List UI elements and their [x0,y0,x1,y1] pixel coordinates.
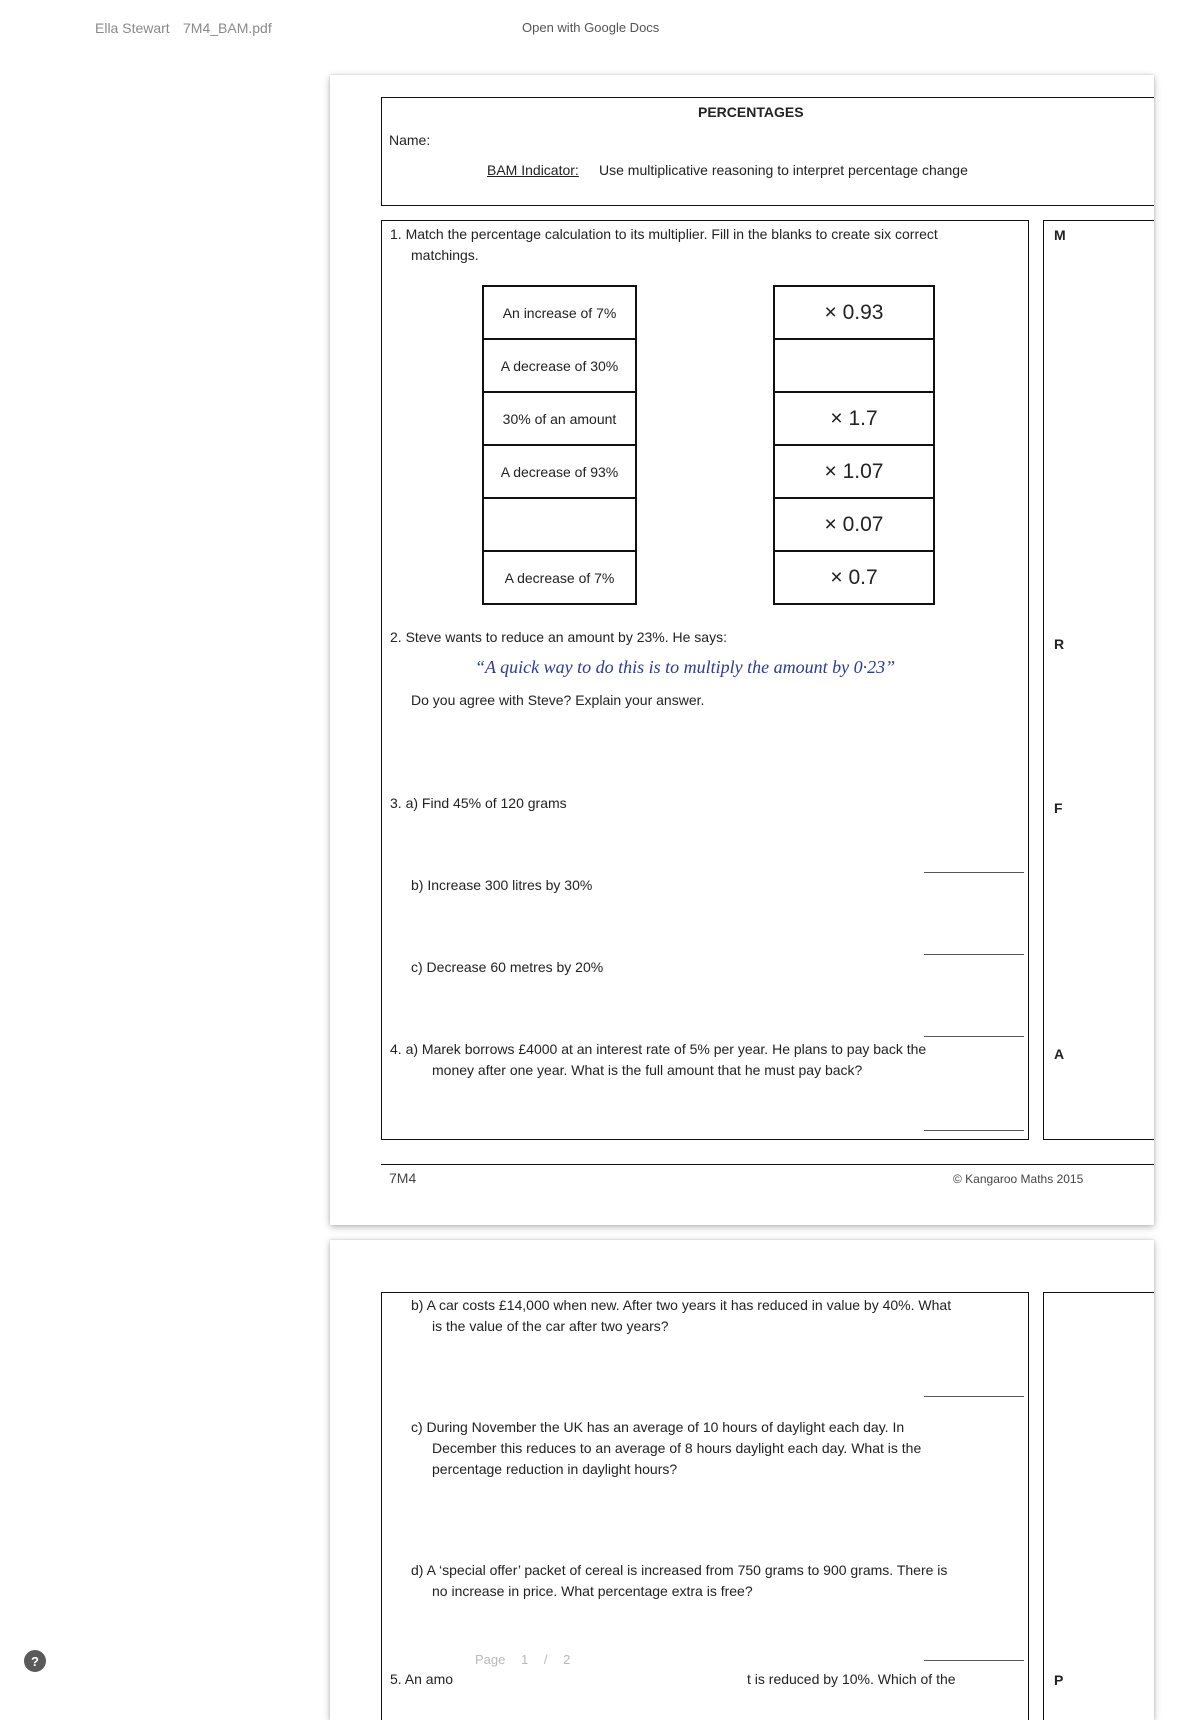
q4a-text-cont: money after one year. What is the full amount that he must pay back? [432,1062,863,1078]
open-with-google-docs-button[interactable]: Open with Google Docs [522,20,660,35]
q5-text-end: t is reduced by 10%. Which of the [747,1671,956,1687]
q2-text: 2. Steve wants to reduce an amount by 23%. He says: [390,629,727,645]
match-left-cell: A decrease of 7% [482,550,637,605]
q4c-text-cont2: percentage reduction in daylight hours? [432,1461,678,1477]
q4c-text: c) During November the UK has an average of 10 hours of daylight each day. In [411,1419,905,1435]
q4d-text: d) A ‘special offer’ packet of cereal is increased from 750 grams to 900 grams. There is [411,1562,948,1578]
footer-rule [381,1164,1154,1165]
footer-code: 7M4 [389,1170,417,1186]
match-right-cell: × 0.07 [773,497,935,552]
q3b-text: b) Increase 300 litres by 30% [411,877,593,893]
margin-letter-m: M [1054,227,1066,243]
answer-line [924,954,1024,955]
answer-line [924,872,1024,873]
match-right-cell: × 1.07 [773,444,935,499]
q4d-text-cont: no increase in price. What percentage extra is free? [432,1583,753,1599]
q3c-text: c) Decrease 60 metres by 20% [411,959,604,975]
margin-letter-f: F [1054,800,1063,816]
margin-letter-r: R [1054,636,1065,652]
match-left-cell: 30% of an amount [482,391,637,446]
file-name: 7M4_BAM.pdf [183,20,272,36]
answer-line [924,1396,1024,1397]
q4c-text-cont: December this reduces to an average of 8 hours daylight each day. What is the [432,1440,922,1456]
margin-letter-a: A [1054,1046,1065,1062]
margin-letter-p: P [1054,1672,1064,1688]
answer-line [924,1036,1024,1037]
q1-text: 1. Match the percentage calculation to its multiplier. Fill in the blanks to create six correct [390,226,938,242]
q4a-text: 4. a) Marek borrows £4000 at an interest rate of 5% per year. He plans to pay back the [390,1041,927,1057]
viewer-topbar [0,0,1200,58]
pdf-page-2 [330,1240,1154,1720]
match-left-cell: A decrease of 30% [482,338,637,393]
match-right-cell: × 0.93 [773,285,935,340]
page-title: PERCENTAGES [698,104,804,120]
q2-question: Do you agree with Steve? Explain your answer. [411,692,705,708]
indicator-text: Use multiplicative reasoning to interpret percentage change [599,162,968,178]
indicator-label: BAM Indicator: [487,162,579,178]
match-right-cell: × 0.7 [773,550,935,605]
steve-quote: “A quick way to do this is to multiply the amount by 0·23” [475,657,896,677]
page-separator: / [543,1652,548,1667]
help-icon[interactable]: ? [24,1650,46,1672]
q4b-text: b) A car costs £14,000 when new. After two years it has reduced in value by 40%. What [411,1297,952,1313]
q3a-text: 3. a) Find 45% of 120 grams [390,795,567,811]
page-current: 1 [521,1652,529,1667]
q5-text-start: 5. An amo [390,1671,454,1687]
match-right-cell: × 1.7 [773,391,935,446]
match-left-cell: An increase of 7% [482,285,637,340]
name-label: Name: [389,132,431,148]
q4b-text-cont: is the value of the car after two years? [432,1318,669,1334]
match-right-cell-blank [773,338,935,393]
answer-line [924,1660,1024,1661]
page-total: 2 [563,1652,571,1667]
marks-column [1043,220,1154,1140]
marks-column [1043,1292,1154,1720]
footer-copyright: © Kangaroo Maths 2015 [953,1172,1084,1186]
page-label: Page [475,1652,506,1667]
answer-line [924,1130,1024,1131]
match-left-cell: A decrease of 93% [482,444,637,499]
owner-name: Ella Stewart [95,20,170,36]
match-left-cell-blank [482,497,637,552]
q1-text-cont: matchings. [411,247,479,263]
page-indicator [475,1652,582,1667]
pdf-page-1 [330,75,1154,1225]
